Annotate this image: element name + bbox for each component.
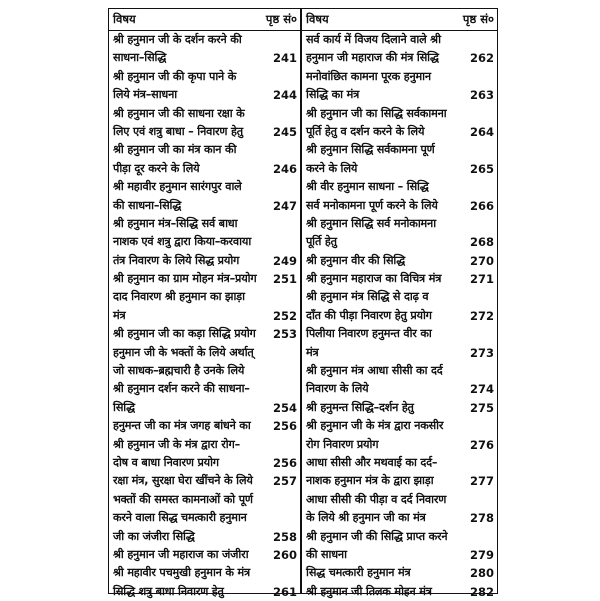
toc-entry-page-number: 273: [469, 345, 494, 360]
toc-entry-text: दाँत की पीड़ा निवारण हेतु प्रयोग: [306, 308, 432, 322]
toc-entry-text: पीड़ा दूर करने के लिये: [113, 161, 200, 175]
toc-entry-page-number: 272: [469, 308, 494, 323]
toc-entry-line: [109, 288, 300, 306]
toc-entry: [109, 288, 300, 325]
toc-entry-line: [109, 215, 300, 233]
toc-entry-text: निवारण के लिये: [306, 382, 369, 396]
toc-entry-text: श्री हनुमान जी के दर्शन करने की: [113, 33, 242, 46]
toc-entry-line: [302, 160, 497, 178]
toc-entry-text: हनुमन्त जी का मंत्र जगह बांधने का: [113, 419, 251, 433]
toc-entry-line: [109, 252, 300, 270]
toc-entry-text: श्री महावीर पचमुखी हनुमान के मंत्र: [113, 566, 250, 580]
toc-entry-page-number: 261: [272, 584, 297, 599]
toc-entry: [109, 546, 300, 564]
toc-entry-line: [109, 454, 300, 472]
toc-entry-line: [302, 344, 497, 362]
toc-entry-line: [109, 528, 300, 546]
header-subject-label: विषय: [306, 12, 329, 26]
toc-entry-line: [302, 31, 497, 49]
toc-entry-line: [302, 454, 497, 472]
toc-entry: [109, 344, 300, 418]
toc-entry: [302, 31, 497, 68]
toc-entry: [302, 252, 497, 270]
toc-entry-line: [302, 86, 497, 104]
toc-entry-text: सिद्धि का मंत्र: [306, 88, 360, 102]
toc-entry-line: [302, 417, 497, 435]
toc-entry-line: [302, 380, 497, 398]
toc-entry-line: [302, 288, 497, 306]
toc-entry-text: सर्व कार्य में विजय दिलाने वाले श्री: [306, 33, 441, 46]
toc-entry-line: [109, 417, 300, 435]
toc-entry-text: पिलीया निवारण हनुमन्त वीर का: [306, 327, 432, 341]
toc-entry-line: [109, 509, 300, 527]
toc-entry-text: जो साधक–ब्रह्मचारी है उनके लिये: [113, 364, 245, 378]
toc-entry: [302, 564, 497, 582]
header-page-label: पृष्ठ सं०: [265, 12, 297, 26]
toc-entry-page-number: 246: [272, 161, 297, 176]
toc-entry-page-number: 245: [272, 124, 297, 139]
toc-entry-line: [109, 344, 300, 362]
toc-entry-text: मनोवांछित कामना पूरक हनुमान: [306, 69, 431, 83]
toc-entry-line: [302, 105, 497, 123]
toc-entry-text: श्री हनुमान जी की कृपा पाने के: [113, 69, 237, 83]
toc-entry-text: श्री हनुमान दर्शन करने की साधना–: [113, 382, 250, 396]
toc-entry-line: [109, 380, 300, 398]
toc-entry: [302, 105, 497, 142]
toc-entry-line: [302, 178, 497, 196]
toc-entry-line: [302, 509, 497, 527]
toc-entry-line: [302, 362, 497, 380]
toc-entry-page-number: 258: [272, 529, 297, 544]
toc-entry-text: श्री हनुमान का ग्राम मोहन मंत्र–प्रयोग: [113, 272, 257, 286]
toc-entry-line: [109, 399, 300, 417]
toc-entry-text: श्री हनुमान जी की सिद्धि प्राप्त करने: [306, 529, 448, 543]
toc-entry-line: [302, 307, 497, 325]
toc-entry-line: [109, 141, 300, 159]
toc-entry: [109, 472, 300, 490]
toc-entry-text: श्री हनुमान जी का मंत्र कान की: [113, 143, 237, 157]
toc-entry-line: [109, 31, 300, 49]
toc-entry-text: श्री हनुमान सिद्धि सर्व मनोकामना: [306, 216, 436, 230]
toc-entry-text: की साधना–सिद्धि: [113, 198, 182, 212]
toc-entry-text: रोग निवारण प्रयोग: [306, 437, 379, 451]
toc-entry-page-number: 257: [272, 474, 297, 489]
toc-entry-text: सिद्धि शत्रु बाधा निवारण हेतु: [113, 584, 224, 598]
toc-entry: [109, 417, 300, 435]
toc-entry-page-number: 278: [469, 511, 494, 526]
toc-entry-text: श्री हनुमान जी का कड़ा सिद्धि प्रयोग: [113, 327, 256, 341]
toc-entry: [302, 491, 497, 528]
toc-entry-line: [109, 49, 300, 67]
toc-entry: [109, 141, 300, 178]
toc-entry-page-number: 244: [272, 88, 297, 103]
toc-entry-page-number: 280: [469, 566, 494, 581]
toc-entry-line: [109, 197, 300, 215]
toc-entry-line: [109, 123, 300, 141]
toc-entry-page-number: 282: [469, 584, 494, 599]
toc-entry: [302, 417, 497, 454]
toc-entry-line: [302, 325, 497, 343]
toc-entry-line: [109, 270, 300, 288]
toc-entry-page-number: 266: [469, 198, 494, 213]
toc-entry-text: सिद्ध चमत्कारी हनुमान मंत्र: [306, 566, 411, 580]
toc-entry: [109, 31, 300, 68]
toc-entry-text: नाशक एवं शत्रु द्वारा किया–करवाया: [113, 235, 252, 249]
toc-entry-text: श्री हनुमान जी की साधना रक्षा के: [113, 106, 245, 120]
toc-entry-page-number: 252: [272, 308, 297, 323]
toc-entry-text: आधा सीसी की पीड़ा व दर्द निवारण: [306, 492, 447, 506]
toc-entry-text: लिए एवं शत्रु बाधा – निवारण हेतु: [113, 124, 243, 138]
toc-entry: [302, 68, 497, 105]
toc-entry-line: [302, 564, 497, 582]
toc-entry-line: [302, 233, 497, 251]
toc-entry-text: श्री हनुमान मंत्र–सिद्धि सर्व बाधा: [113, 216, 238, 230]
toc-entry-page-number: 251: [272, 272, 297, 287]
toc-entry-page-number: 265: [469, 161, 494, 176]
toc-entry-line: [302, 215, 497, 233]
toc-entry-line: [302, 546, 497, 564]
toc-entry-line: [302, 141, 497, 159]
toc-entry-line: [302, 197, 497, 215]
toc-entry-page-number: 260: [272, 547, 297, 562]
toc-entry-text: तंत्र निवारण के लिये सिद्ध प्रयोग: [113, 253, 240, 267]
toc-entry-page-number: 253: [272, 327, 297, 342]
toc-entry-line: [109, 160, 300, 178]
toc-entry-page-number: 270: [469, 253, 494, 268]
toc-entry-text: श्री महावीर हनुमान सारंगपुर वाले: [113, 180, 242, 194]
toc-entry-text: साधना–सिद्धि: [113, 51, 167, 65]
toc-entry: [302, 270, 497, 288]
toc-entry-line: [302, 436, 497, 454]
toc-entry-text: दाद निवारण श्री हनुमान का झाड़ा: [113, 290, 245, 304]
toc-entry-page-number: 254: [272, 400, 297, 415]
toc-entry: [302, 362, 497, 399]
table-of-contents: [108, 8, 498, 599]
toc-entry-text: भक्तों की समस्त कामनाओं को पूर्ण: [113, 492, 253, 506]
toc-entry-page-number: 274: [469, 382, 494, 397]
toc-entry-text: दोष व बाधा निवारण प्रयोग: [113, 455, 219, 469]
toc-entry-page-number: 277: [469, 474, 494, 489]
toc-entry-page-number: 262: [469, 51, 494, 66]
toc-entry: [302, 141, 497, 178]
toc-entry-line: [109, 325, 300, 343]
toc-entry-line: [109, 546, 300, 564]
toc-entry: [109, 564, 300, 601]
toc-entry-text: पूर्ति हेतु व दर्शन करने के लिये: [306, 124, 425, 138]
toc-entry: [109, 215, 300, 270]
toc-entry-text: श्री हनुमान मंत्र आधा सीसी का दर्द: [306, 364, 443, 378]
toc-entry-line: [109, 583, 300, 601]
toc-entry-text: मंत्र: [306, 345, 319, 359]
toc-entry-page-number: 271: [469, 272, 494, 287]
toc-entry-line: [302, 399, 497, 417]
header-subject-label: विषय: [113, 12, 136, 26]
toc-entry: [109, 68, 300, 105]
toc-entry-line: [302, 528, 497, 546]
toc-entry: [109, 325, 300, 343]
toc-entry-text: श्री हनुमान जी के मंत्र द्वारा रोग–: [113, 437, 240, 451]
toc-entry-line: [109, 68, 300, 86]
toc-entry-line: [109, 105, 300, 123]
toc-entry-page-number: 276: [469, 437, 494, 452]
toc-entry: [109, 105, 300, 142]
toc-entry-text: लिये मंत्र–साधना: [113, 88, 177, 102]
toc-entry-page-number: 249: [272, 253, 297, 268]
toc-entry-text: हनुमान जी के भक्तों के लिये अर्थात्: [113, 345, 254, 359]
toc-entry-line: [302, 123, 497, 141]
toc-entry-page-number: 263: [469, 88, 494, 103]
toc-entry: [109, 178, 300, 215]
toc-entry-text: श्री हनुमान वीर की सिद्धि: [306, 253, 406, 267]
toc-entry-line: [109, 491, 300, 509]
toc-entry: [302, 215, 497, 252]
toc-entry-line: [109, 472, 300, 490]
toc-entry-text: श्री हनुमान जी महाराज का जंजीरा: [113, 547, 249, 561]
toc-entry-text: श्री हनुमान जी का सिद्धि सर्वकामना: [306, 106, 447, 120]
toc-entry-line: [302, 472, 497, 490]
toc-entry-text: श्री हनुमान महाराज का विचित्र मंत्र: [306, 272, 442, 286]
toc-entry-text: की साधना: [306, 547, 347, 561]
toc-entry-text: श्री हनुमन्त सिद्धि–दर्शन हेतु: [306, 400, 414, 414]
toc-entry: [302, 399, 497, 417]
toc-entry-text: श्री हनुमान सिद्धि सर्वकामना पूर्ण: [306, 143, 435, 157]
toc-right-column: [302, 9, 497, 599]
toc-entry-page-number: 241: [272, 51, 297, 66]
toc-entry-page-number: 275: [469, 400, 494, 415]
toc-entry-text: नाशक हनुमान मंत्र के द्वारा झाड़ा: [306, 474, 434, 488]
toc-entry-text: श्री हनुमान जी के मंत्र द्वारा नकसीर: [306, 419, 444, 433]
toc-entry-line: [109, 564, 300, 582]
toc-entry: [302, 325, 497, 362]
toc-entry-text: श्री हनुमान जी तिलक मोहन मंत्र: [306, 584, 432, 598]
toc-entry-line: [109, 86, 300, 104]
toc-entry-page-number: 264: [469, 124, 494, 139]
toc-entry-text: मंत्र: [113, 308, 126, 322]
toc-entry-text: श्री वीर हनुमान साधना – सिद्धि: [306, 180, 429, 194]
toc-entry-text: करने वाला सिद्ध चमत्कारी हनुमान: [113, 511, 247, 525]
toc-entry-text: श्री हनुमान मंत्र सिद्धि से दाढ़ व: [306, 290, 429, 304]
header-page-label: पृष्ठ सं०: [462, 12, 494, 26]
toc-header-left: [109, 9, 300, 31]
toc-entry-line: [109, 178, 300, 196]
toc-entry: [109, 491, 300, 546]
toc-entry-page-number: 268: [469, 235, 494, 250]
toc-entry-line: [109, 362, 300, 380]
toc-entry: [302, 528, 497, 565]
toc-entry-line: [109, 307, 300, 325]
toc-left-column: [109, 9, 300, 599]
toc-entry-line: [302, 68, 497, 86]
toc-entry: [302, 178, 497, 215]
toc-entry-page-number: 279: [469, 547, 494, 562]
toc-entry: [302, 583, 497, 601]
toc-entry-line: [302, 491, 497, 509]
toc-entry: [109, 436, 300, 473]
toc-entry-line: [302, 270, 497, 288]
toc-entry: [109, 270, 300, 288]
toc-entry-page-number: 256: [272, 455, 297, 470]
toc-entry-text: पूर्ति हेतु: [306, 235, 337, 249]
toc-entry-line: [109, 436, 300, 454]
toc-left-entries: [109, 31, 300, 601]
toc-entry: [302, 454, 497, 491]
toc-entry-text: करने के लिये: [306, 161, 358, 175]
toc-entry-page-number: 256: [272, 419, 297, 434]
toc-entry-text: आधा सीसी और मथवाई का दर्द–: [306, 455, 438, 469]
toc-entry: [302, 288, 497, 325]
toc-entry-text: सर्व मनोकामना पूर्ण करने के लिये: [306, 198, 438, 212]
toc-entry-text: जी का जंजीरा सिद्धि: [113, 529, 195, 543]
toc-entry-line: [109, 233, 300, 251]
toc-entry-page-number: 247: [272, 198, 297, 213]
toc-entry-text: हनुमान जी महाराज की मंत्र सिद्धि: [306, 51, 439, 65]
toc-right-entries: [302, 31, 497, 601]
toc-header-right: [302, 9, 497, 31]
toc-entry-text: सिद्धि: [113, 400, 135, 414]
toc-entry-text: के लिये श्री हनुमान जी का मंत्र: [306, 511, 426, 525]
toc-entry-line: [302, 583, 497, 601]
toc-entry-text: रक्षा मंत्र, सुरक्षा घेरा खींचने के लिये: [113, 474, 253, 488]
toc-entry-line: [302, 252, 497, 270]
toc-entry-line: [302, 49, 497, 67]
